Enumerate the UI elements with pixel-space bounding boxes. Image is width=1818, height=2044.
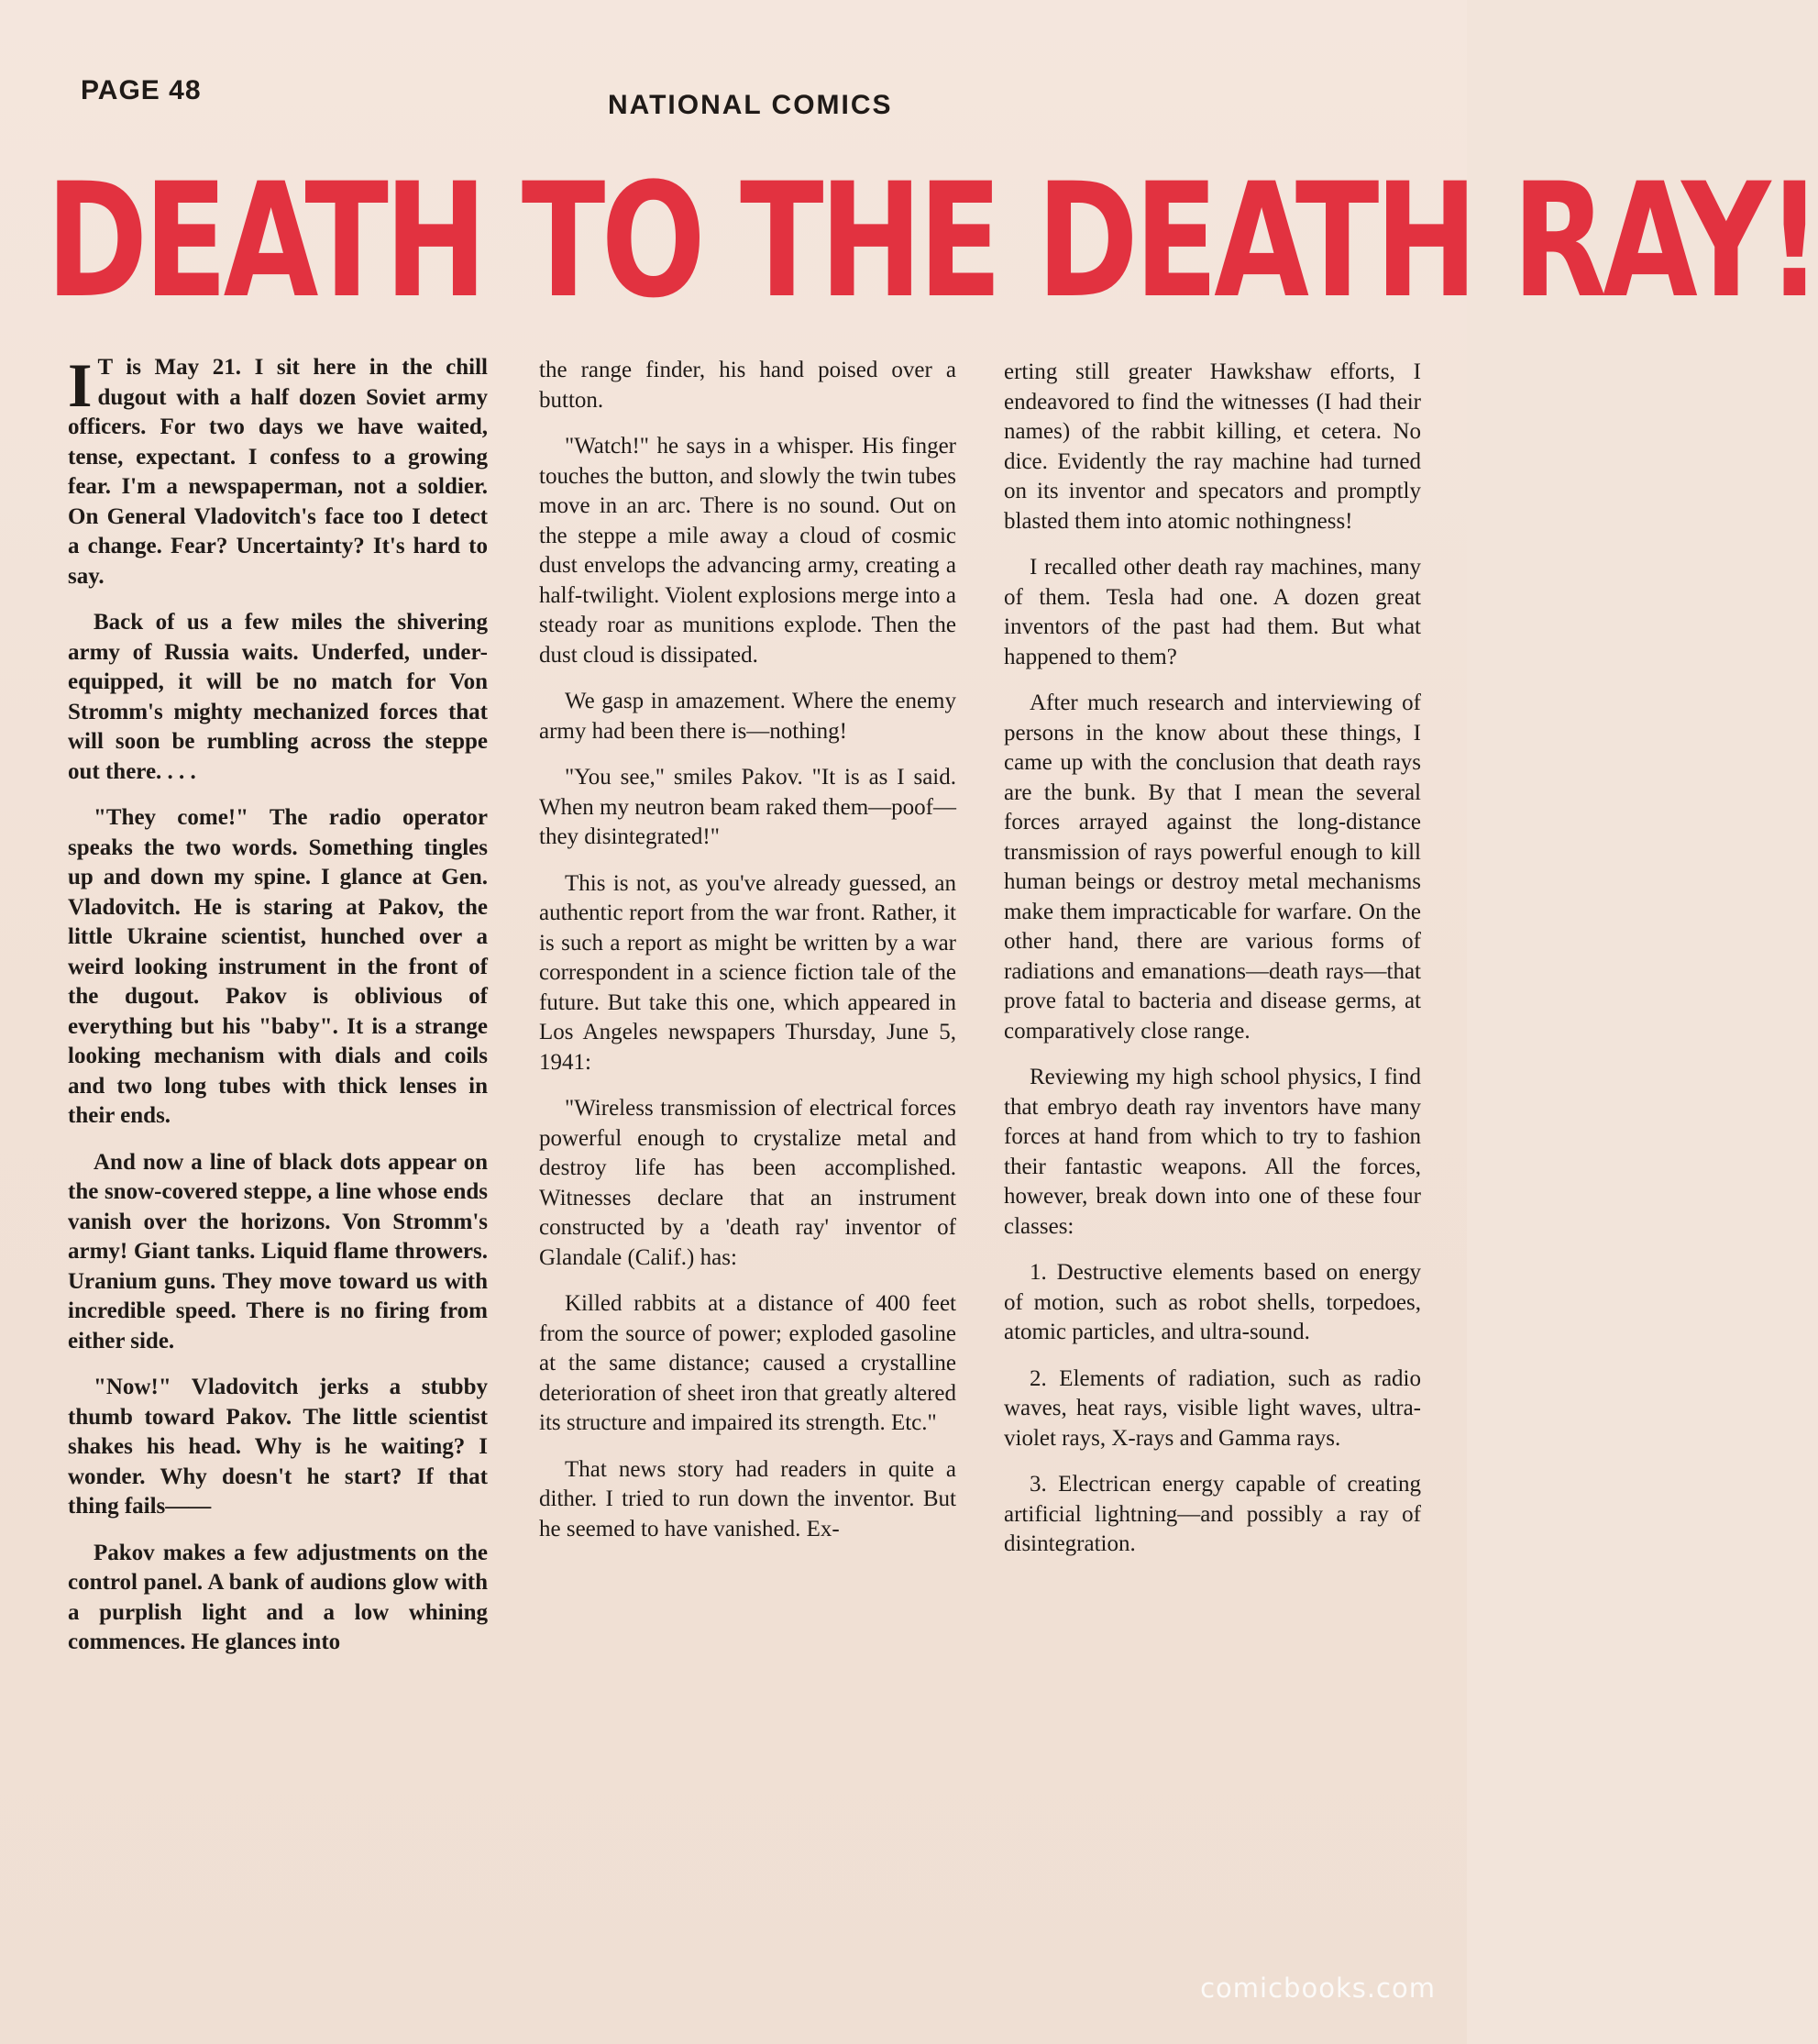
paragraph: That news story had readers in quite a dither. I tried to run down the inventor. But he seemed to have vanished. Ex-: [539, 1456, 956, 1541]
paragraph: erting still greater Hawkshaw efforts, I endeavored to find the witnesses (I had their names) of the rabbit killing, et cetera. No dice. Evidently the ray machine had turned on its inventor and specators and promptly blasted them into atomic nothingness!: [1004, 359, 1421, 534]
paragraph: 2. Elements of radiation, such as radio waves, heat rays, visible light waves, ultra-violet rays, X-rays and Gamma rays.: [1004, 1365, 1421, 1451]
paragraph: 1. Destructive elements based on energy of motion, such as robot shells, torpedoes, atomic particles, and ultra-sound.: [1004, 1260, 1421, 1344]
paragraph: "Watch!" he says in a whisper. His finger touches the button, and slowly the twin tubes move in an arc. There is no sound. Out on the steppe a mile away a cloud of cosmic dust envelops the advancing army, creating a half-twilight. Violent explosions merge into a steady roar as munitions explode. Then the dust cloud is dissipated.: [539, 434, 956, 668]
paragraph: This is not, as you've already guessed, an authentic report from the war front. Rather, it is such a report as might be written by a war correspondent in a science fiction tale of the future. But take this one, which appeared in Los Angeles newspapers Thursday, June 5, 1941:: [539, 870, 956, 1075]
paragraph: "Now!" Vladovitch jerks a stubby thumb toward Pakov. The little scientist shakes his head. Why is he waiting? I wonder. Why doesn't he start? If that thing fails——: [68, 1375, 488, 1519]
paragraph: After much research and interviewing of persons in the know about these things, I came up with the conclusion that death rays are the bunk. By that I mean the several forces arrayed against the long-distance transmission of rays powerful enough to kill human beings or destroy metal mechanisms make them impracticable for warfare. On the other hand, there are various forms of radiations and emanations—death rays—that prove fatal to bacteria and disease germs, at comparatively close range.: [1004, 691, 1421, 1044]
paragraph: the range finder, his hand poised over a button.: [539, 358, 956, 413]
paragraph: I recalled other death ray machines, many of them. Tesla had one. A dozen great inventors of the past had them. But what happened to them?: [1004, 555, 1421, 669]
paragraph-text: T is May 21. I sit here in the chill dugout with a half dozen Soviet army officers. For two days we have waited, tense, expectant. I confess to a growing fear. I'm a newspaperman, not a soldier. On General Vladovitch's face too I detect a change. Fear? Uncertainty? It's hard to say.: [68, 355, 488, 589]
paragraph: [68, 350, 488, 591]
magazine-title: NATIONAL COMICS: [608, 90, 893, 120]
source-watermark: comicbooks.com: [1200, 1972, 1436, 2004]
paragraph: Back of us a few miles the shivering army of Russia waits. Underfed, under-equipped, it will be no match for Von Stromm's mighty mechanized forces that will soon be rumbling across the steppe out there. . . .: [68, 610, 488, 784]
paragraph: We gasp in amazement. Where the enemy army had been there is—nothing!: [539, 689, 956, 744]
paragraph: "Wireless transmission of electrical forces powerful enough to crystalize metal and destroy life has been accomplished. Witnesses declare that an instrument constructed by a 'death ray' inventor of Glandale (Calif.) has:: [539, 1096, 956, 1270]
paragraph: "You see," smiles Pakov. "It is as I said. When my neutron beam raked them—poof—they disintegrated!": [539, 765, 956, 849]
paragraph: 3. Electrican energy capable of creating artificial lightning—and possibly a ray of disintegration.: [1004, 1472, 1421, 1556]
article-column-3: [1004, 358, 1421, 1576]
page-number: PAGE 48: [81, 75, 202, 105]
paragraph: And now a line of black dots appear on the snow-covered steppe, a line whose ends vanish over the horizons. Von Stromm's army! Giant tanks. Liquid flame throwers. Uranium guns. They move toward us with incredible speed. There is no firing from either side.: [68, 1149, 488, 1353]
article-column-1: [68, 350, 488, 1674]
paragraph: "They come!" The radio operator speaks the two words. Something tingles up and down my spine. I glance at Gen. Vladovitch. He is staring at Pakov, the little Ukraine scientist, hunched over a weird looking instrument in the front of the dugout. Pakov is oblivious of everything but his "baby". It is a strange looking mechanism with dials and coils and two long tubes with thick lenses in their ends.: [68, 805, 488, 1128]
headline-text: DEATH TO THE DEATH RAY!: [46, 149, 1818, 333]
paragraph: Reviewing my high school physics, I find that embryo death ray inventors have many forces at hand from which to try to fashion their fantastic weapons. All the forces, however, break down into one of these four classes:: [1004, 1065, 1421, 1239]
page-header: [73, 72, 1394, 120]
paragraph: Killed rabbits at a distance of 400 feet from the source of power; exploded gasoline at the same distance; caused a crystalline deterioration of sheet iron that greatly altered its structure and impaired its strength. Etc.": [539, 1291, 956, 1435]
article-column-2: [539, 356, 956, 1561]
paragraph: Pakov makes a few adjustments on the control panel. A bank of audions glow with a purplish light and a low whining commences. He glances into: [68, 1540, 488, 1654]
article-headline: [46, 138, 1818, 348]
drop-cap: I: [68, 350, 93, 420]
